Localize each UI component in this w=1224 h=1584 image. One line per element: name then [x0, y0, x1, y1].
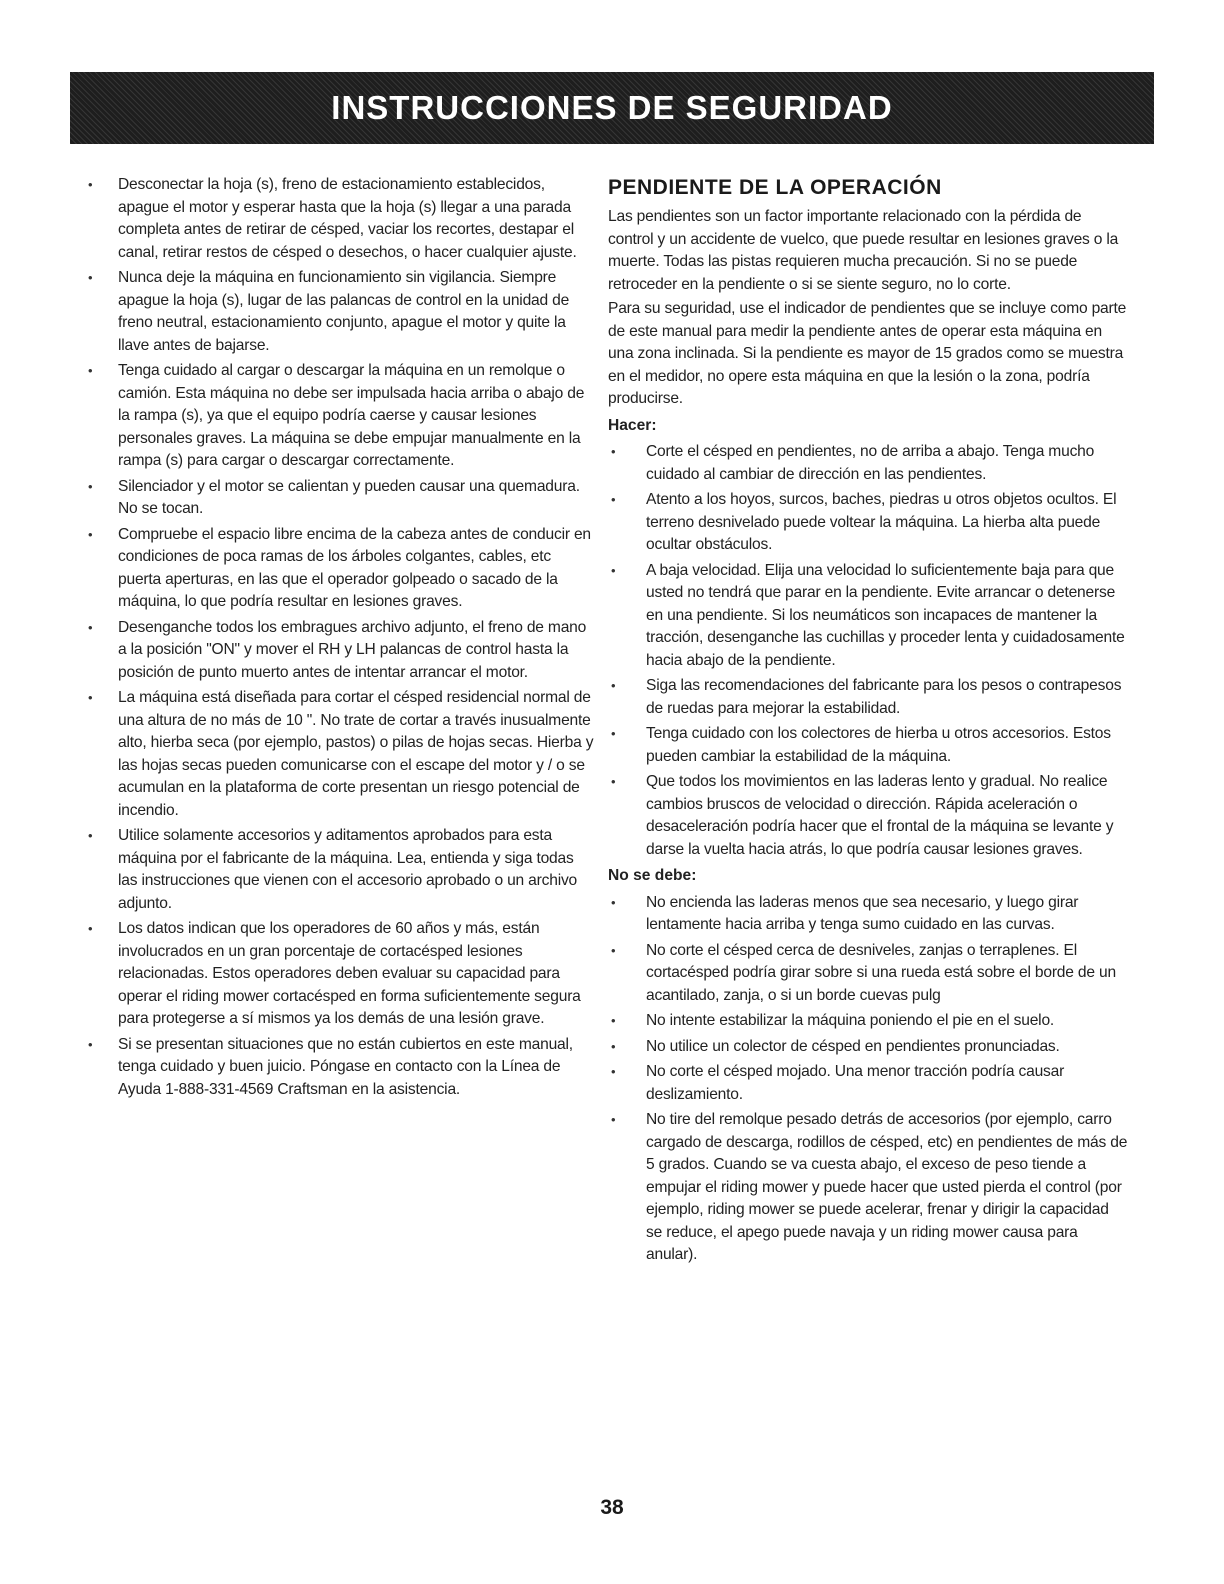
do-list [608, 441, 1128, 861]
section-banner [70, 72, 1154, 144]
list-item: • La máquina está diseñada para cortar el césped residencial normal de una altura de no más de 10 ". No trate de cortar a través inusualmente alto, hierba seca (por ejemplo, pastos) o pilas de hojas secas. Hierba y las hojas secas pueden comunicarse con el escape del motor y / o se acumulan en la plataforma de corte presentan un riesgo potencial de incendio. [88, 687, 594, 822]
list-item: • Desenganche todos los embragues archivo adjunto, el freno de mano a la posición "ON" y mover el RH y LH palancas de control hasta la posición de punto muerto antes de intentar arrancar el motor. [88, 617, 594, 685]
list-item: • Compruebe el espacio libre encima de la cabeza antes de conducir en condiciones de poca ramas de los árboles colgantes, cables, etc puerta aperturas, en las que el operador golpeado o sacado de la máquina, lo que podría resultar en lesiones graves. [88, 524, 594, 614]
slope-intro-paragraph: Las pendientes son un factor importante relacionado con la pérdida de control y un accidente de vuelco, que puede resultar en lesiones graves o la muerte. Todas las pistas requieren mucha precaución. Si no se puede retroceder en la pendiente o si se siente seguro, no lo corte. [608, 208, 1119, 293]
list-item: • Desconectar la hoja (s), freno de estacionamiento establecidos, apague el motor y esperar hasta que la hoja (s) llegar a una parada completa antes de retirar de césped, vaciar los recortes, destapar el canal, retirar restos de césped o desechos, o hacer cualquier ajuste. [88, 174, 594, 264]
do-heading: Hacer: [608, 416, 657, 434]
list-item: • Nunca deje la máquina en funcionamiento sin vigilancia. Siempre apague la hoja (s), lugar de las palancas de control en la unidad de freno neutral, estacionamiento conjunto, apague el motor y quite la llave antes de bajarse. [88, 267, 594, 357]
list-item: • No utilice un colector de césped en pendientes pronunciadas. [608, 1036, 1128, 1059]
slope-section-heading: PENDIENTE DE LA OPERACIÓN [608, 176, 942, 199]
list-item: • Si se presentan situaciones que no están cubiertos en este manual, tenga cuidado y buen juicio. Póngase en contacto con la Línea de Ayuda 1-888-331-4569 Craftsman en la asistencia. [88, 1034, 594, 1102]
list-item: • A baja velocidad. Elija una velocidad lo suficientemente baja para que usted no tendrá que parar en la pendiente. Evite arrancar o detenerse en una pendiente. Si los neumáticos son incapaces de mantener la tracción, desenganche las cuchillas y proceder lenta y cuidadosamente hacia abajo de la pendiente. [608, 560, 1128, 673]
list-item: • No encienda las laderas menos que sea necesario, y luego girar lentamente hacia arriba y tenga sumo cuidado en las curvas. [608, 892, 1128, 937]
page-number: 38 [600, 1496, 624, 1519]
list-item: • No intente estabilizar la máquina poniendo el pie en el suelo. [608, 1010, 1128, 1033]
list-item: • Silenciador y el motor se calientan y pueden causar una quemadura. No se tocan. [88, 476, 594, 521]
list-item: • No corte el césped mojado. Una menor tracción podría causar deslizamiento. [608, 1061, 1128, 1106]
slope-guide-paragraph: Para su seguridad, use el indicador de pendientes que se incluye como parte de este manual para medir la pendiente antes de operar esta máquina en una zona inclinada. Si la pendiente es mayor de 15 grados como se muestra en el medidor, no opere esta máquina en que la lesión o la zona, podría producirse. [608, 300, 1127, 407]
list-item: • No tire del remolque pesado detrás de accesorios (por ejemplo, carro cargado de descarga, rodillos de césped, etc) en pendientes de más de 5 grados. Cuando se va cuesta abajo, el exceso de peso tiende a empujar el riding mower y puede hacer que usted pierda el control (por ejemplo, riding mower se puede acelerar, frenar y dirigir la capacidad se reduce, el apego puede navaja y un riding mower causa para anular). [608, 1109, 1128, 1267]
list-item: • Tenga cuidado con los colectores de hierba u otros accesorios. Estos pueden cambiar la estabilidad de la máquina. [608, 723, 1128, 768]
list-item: • Corte el césped en pendientes, no de arriba a abajo. Tenga mucho cuidado al cambiar de dirección en las pendientes. [608, 441, 1128, 486]
list-item: • No corte el césped cerca de desniveles, zanjas o terraplenes. El cortacésped podría girar sobre si una rueda está sobre el borde de un acantilado, zanja, o si un borde cuevas pulg [608, 940, 1128, 1008]
list-item: • Atento a los hoyos, surcos, baches, piedras u otros objetos ocultos. El terreno desnivelado puede voltear la máquina. La hierba alta puede ocultar obstáculos. [608, 489, 1128, 557]
page-title: INSTRUCCIONES DE SEGURIDAD [331, 89, 893, 126]
left-column [88, 174, 594, 1104]
list-item: • Los datos indican que los operadores de 60 años y más, están involucrados en un gran porcentaje de cortacésped lesiones relacionadas. Estos operadores deben evaluar su capacidad para operar el riding mower cortacésped en forma suficientemente segura para protegerse a sí mismos ya los demás de una lesión grave. [88, 918, 594, 1031]
safety-list [88, 174, 594, 1101]
list-item: • Utilice solamente accesorios y aditamentos aprobados para esta máquina por el fabricante de la máquina. Lea, entienda y siga todas las instrucciones que vienen con el accesorio aprobado o un archivo adjunto. [88, 825, 594, 915]
list-item: • Siga las recomendaciones del fabricante para los pesos o contrapesos de ruedas para mejorar la estabilidad. [608, 675, 1128, 720]
dont-list [608, 892, 1128, 1267]
dont-heading: No se debe: [608, 867, 697, 884]
right-column [608, 174, 1128, 1270]
list-item: • Que todos los movimientos en las laderas lento y gradual. No realice cambios bruscos de velocidad o dirección. Rápida aceleración o desaceleración podría hacer que el frontal de la máquina se levante y darse la vuelta hacia atrás, lo que podría causar lesiones graves. [608, 771, 1128, 861]
list-item: • Tenga cuidado al cargar o descargar la máquina en un remolque o camión. Esta máquina no debe ser impulsada hacia arriba o abajo de la rampa (s), ya que el equipo podría caerse y causar lesiones personales graves. La máquina se debe empujar manualmente en la rampa (s) para cargar o descargar correctamente. [88, 360, 594, 473]
